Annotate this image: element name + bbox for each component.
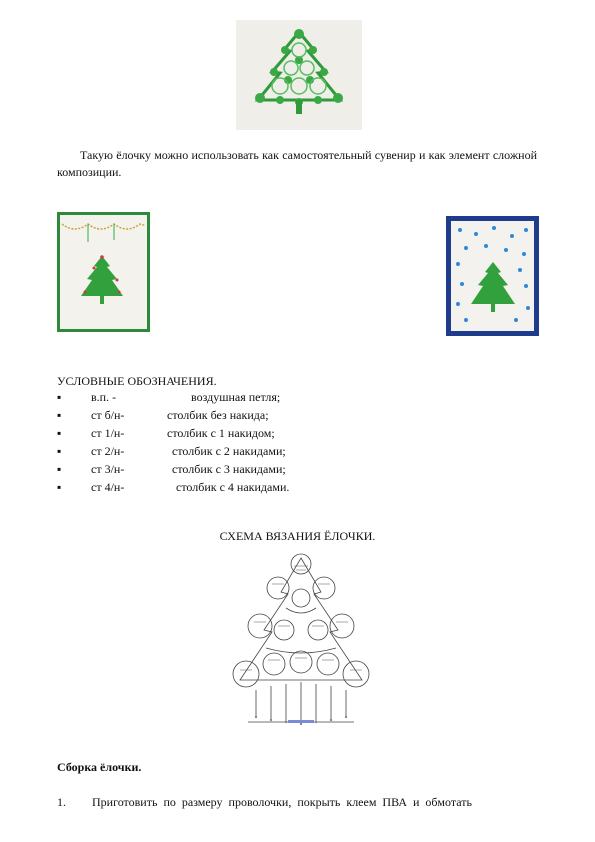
intro-paragraph: Такую ёлочку можно использовать как самостоятельный сувенир и как элемент сложной композиции. [57, 148, 537, 179]
legend-desc: столбик с 3 накидами; [172, 462, 286, 476]
bullet-icon: ▪ [57, 408, 62, 422]
bullet-icon: ▪ [57, 462, 62, 476]
green-card-photo [57, 212, 150, 332]
bullet-icon: ▪ [57, 390, 62, 404]
legend-desc: столбик с 1 накидом; [167, 426, 275, 440]
bullet-icon: ▪ [57, 426, 62, 440]
step-number: 1. [57, 795, 66, 809]
bullet-icon: ▪ [57, 444, 62, 458]
legend-abbr: в.п. - [91, 390, 117, 404]
legend-desc: столбик без накида; [167, 408, 269, 422]
bullet-icon: ▪ [57, 480, 62, 494]
legend-abbr: ст 1/н- [91, 426, 125, 440]
crochet-tree-photo [236, 20, 362, 130]
legend-desc: столбик с 4 накидами. [176, 480, 290, 494]
scheme-title: СХЕМА ВЯЗАНИЯ ЁЛОЧКИ. [219, 529, 376, 543]
legend-abbr: ст 4/н- [91, 480, 125, 494]
assembly-heading: Сборка ёлочки. [57, 760, 142, 774]
legend-abbr: ст б/н- [91, 408, 125, 422]
blue-card-photo [446, 216, 539, 336]
crochet-diagram [226, 552, 376, 732]
legend-heading: УСЛОВНЫЕ ОБОЗНАЧЕНИЯ. [57, 374, 217, 388]
legend-abbr: ст 3/н- [91, 462, 125, 476]
step-text: Приготовить по размеру проволочки, покрыть клеем ПВА и обмотать [92, 795, 472, 809]
legend-desc: воздушная петля; [191, 390, 281, 404]
legend-abbr: ст 2/н- [91, 444, 125, 458]
legend-desc: столбик с 2 накидами; [172, 444, 286, 458]
